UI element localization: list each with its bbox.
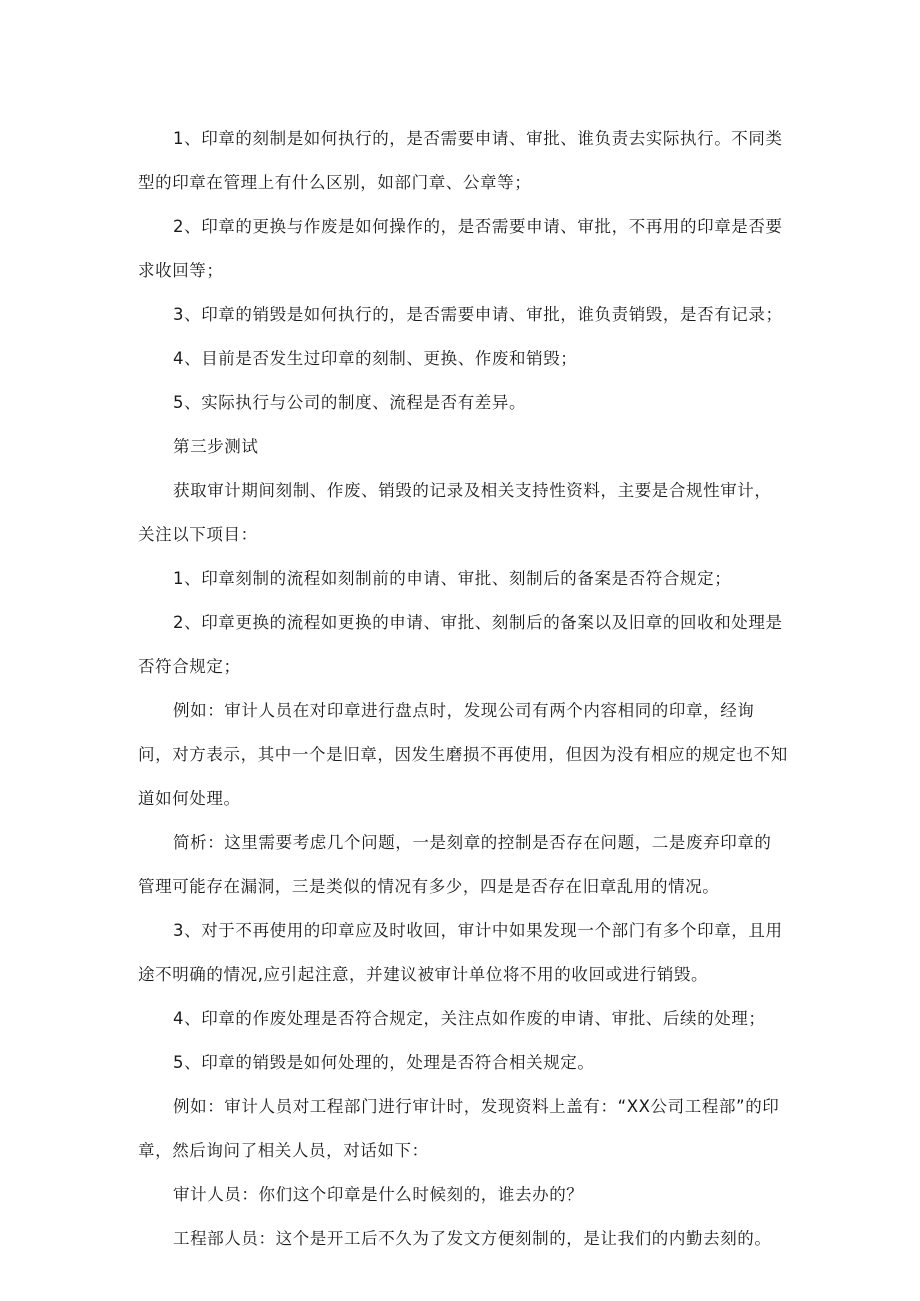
section-heading-step-three: 第三步测试 — [173, 437, 259, 456]
paragraph-seal-replacement-process: 2、印章的更换与作废是如何操作的，是否需要申请、审批，不再用的印章是否要求收回等； — [138, 217, 783, 280]
document-body — [138, 117, 788, 1261]
paragraph-test-item-5: 5、印章的销毁是如何处理的，处理是否符合相关规定。 — [173, 1053, 595, 1072]
paragraph-execution-differences: 5、实际执行与公司的制度、流程是否有差异。 — [173, 393, 527, 412]
dialogue-auditor: 审计人员：你们这个印章是什么时候刻的，谁去办的？ — [173, 1185, 584, 1204]
paragraph-obtain-records: 获取审计期间刻制、作废、销毁的记录及相关支持性资料，主要是合规性审计，关注以下项目： — [138, 481, 772, 544]
paragraph-seal-history: 4、目前是否发生过印章的刻制、更换、作废和销毁； — [173, 349, 578, 368]
paragraph-test-item-4: 4、印章的作废处理是否符合规定，关注点如作废的申请、审批、后续的处理； — [173, 1009, 766, 1028]
paragraph-example-2: 例如：审计人员对工程部门进行审计时，发现资料上盖有：“XX公司工程部”的印章，然后询问了相关人员，对话如下： — [138, 1097, 780, 1160]
dialogue-engineering-staff: 工程部人员：这个是开工后不久为了发文方便刻制的，是让我们的内勤去刻的。 — [173, 1229, 772, 1248]
paragraph-test-item-3: 3、对于不再使用的印章应及时收回，审计中如果发现一个部门有多个印章，且用途不明确的情况,应引起注意，并建议被审计单位将不用的收回或进行销毁。 — [138, 921, 783, 984]
paragraph-analysis: 简析：这里需要考虑几个问题，一是刻章的控制是否存在问题，二是废弃印章的管理可能存在漏洞，三是类似的情况有多少，四是是否存在旧章乱用的情况。 — [138, 833, 772, 896]
paragraph-seal-destruction-process: 3、印章的销毁是如何执行的，是否需要申请、审批，谁负责销毁，是否有记录； — [173, 305, 783, 324]
paragraph-example-1: 例如：审计人员在对印章进行盘点时，发现公司有两个内容相同的印章，经询问，对方表示，其中一个是旧章，因发生磨损不再使用，但因为没有相应的规定也不知道如何处理。 — [138, 701, 788, 808]
paragraph-test-item-2: 2、印章更换的流程如更换的申请、审批、刻制后的备案以及旧章的回收和处理是否符合规定； — [138, 613, 783, 676]
paragraph-seal-engraving-process: 1、印章的刻制是如何执行的，是否需要申请、审批、谁负责去实际执行。不同类型的印章在管理上有什么区别，如部门章、公章等； — [138, 129, 783, 192]
paragraph-test-item-1: 1、印章刻制的流程如刻制前的申请、审批、刻制后的备案是否符合规定； — [173, 569, 732, 588]
